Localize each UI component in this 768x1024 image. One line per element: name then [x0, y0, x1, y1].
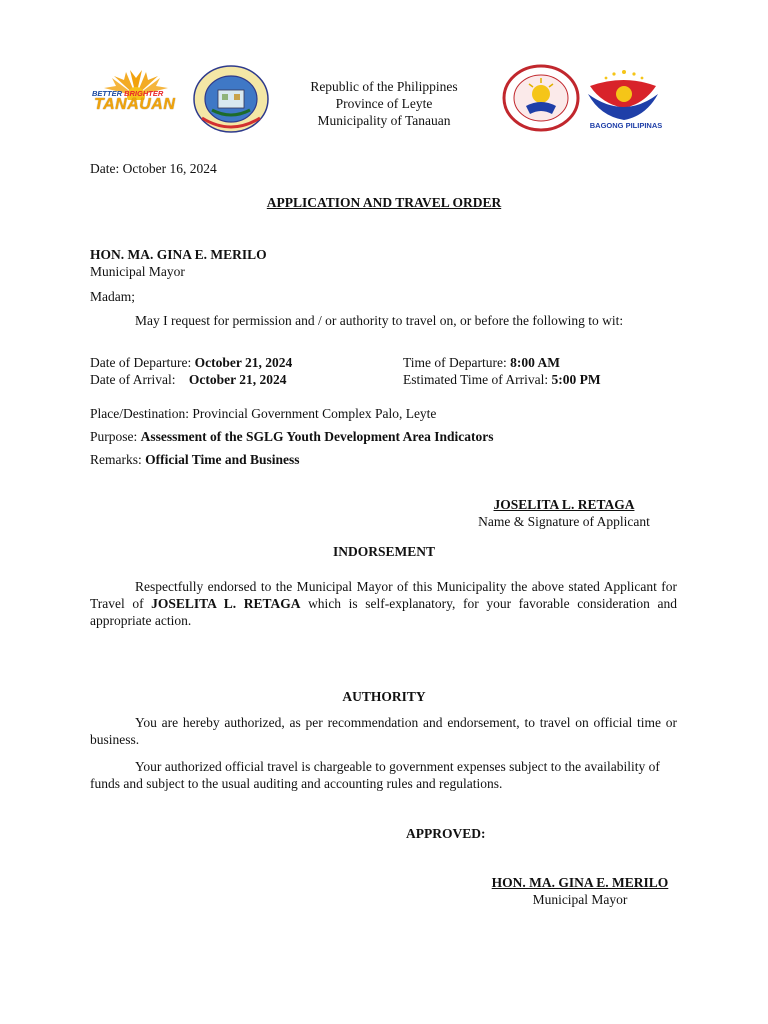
- purpose-label: Purpose:: [90, 429, 141, 444]
- official-seal-icon: [192, 64, 270, 134]
- bagong-pilipinas-caption: BAGONG PILIPINAS: [589, 121, 663, 130]
- header-line-republic: Republic of the Philippines: [310, 79, 458, 94]
- peso-seal: [502, 64, 580, 132]
- indorsement-text-after: which is self-explanatory, for your favorable consideration and appropriate action.: [90, 596, 677, 628]
- destination-line: Place/Destination: Provincial Government Complex Palo, Leyte: [90, 406, 437, 421]
- logo-text-brighter: BRIGHTER: [124, 89, 164, 98]
- tanauan-official-seal: [192, 64, 270, 134]
- departure-date-value: October 21, 2024: [194, 355, 293, 370]
- arrival-date-line: [90, 371, 286, 388]
- document-title: APPLICATION AND TRAVEL ORDER: [266, 195, 502, 210]
- tanauan-logo: [90, 66, 182, 114]
- document-date: Date: October 16, 2024: [90, 161, 217, 176]
- departure-time-value: 8:00 AM: [510, 355, 560, 370]
- logo-text-tanauan: TANAUAN: [94, 96, 176, 113]
- header-line-municipality: Municipality of Tanauan: [317, 113, 451, 128]
- peso-seal-icon: [502, 64, 580, 132]
- remarks-value: Official Time and Business: [145, 452, 300, 467]
- authority-paragraph-2: Your authorized official travel is chargeable to government expenses subject to the availability of funds and subject to the usual auditing and accounting rules and regulations.: [90, 759, 660, 791]
- applicant-name: JOSELITA L. RETAGA: [493, 497, 635, 512]
- bagong-pilipinas-logo: [584, 64, 668, 134]
- authority-title: AUTHORITY: [342, 689, 426, 704]
- indorsement-text-before: Respectfully endorsed to the Municipal Mayor of this Municipality the above stated Applicant for Travel of: [90, 579, 677, 611]
- header-government-lines: [284, 78, 484, 129]
- addressee-title: Municipal Mayor: [90, 264, 185, 279]
- bagong-pilipinas-icon: [584, 64, 668, 122]
- remarks-label: Remarks:: [90, 452, 146, 467]
- indorsement-applicant-name: JOSELITA L. RETAGA: [151, 596, 301, 611]
- departure-date-label: Date of Departure:: [90, 355, 195, 370]
- departure-time-line: [403, 354, 560, 371]
- addressee-block: [90, 246, 267, 280]
- approver-signature-block: [470, 874, 690, 908]
- authority-paragraph-1: You are hereby authorized, as per recommendation and endorsement, to travel on official time or business.: [90, 715, 677, 747]
- logo-text-better: BETTER: [92, 89, 122, 98]
- indorsement-title: INDORSEMENT: [332, 544, 435, 559]
- approver-name: HON. MA. GINA E. MERILO: [491, 875, 669, 890]
- remarks-line: [90, 451, 300, 468]
- departure-time-label: Time of Departure:: [403, 355, 511, 370]
- arrival-time-label: Estimated Time of Arrival:: [403, 372, 552, 387]
- purpose-value: Assessment of the SGLG Youth Development Area Indicators: [140, 429, 494, 444]
- arrival-date-value: October 21, 2024: [188, 372, 287, 387]
- arrival-date-label: Date of Arrival:: [90, 372, 179, 387]
- applicant-signature-block: [450, 496, 678, 530]
- purpose-line: [90, 428, 494, 445]
- addressee-name: HON. MA. GINA E. MERILO: [90, 247, 267, 262]
- salutation: Madam;: [90, 289, 135, 304]
- arrival-time-line: [403, 371, 601, 388]
- approved-label: APPROVED:: [406, 826, 486, 841]
- header-line-province: Province of Leyte: [335, 96, 433, 111]
- arrival-time-value: 5:00 PM: [551, 372, 601, 387]
- indorsement-paragraph: [90, 578, 677, 629]
- request-paragraph: May I request for permission and / or authority to travel on, or before the following to wit:: [135, 313, 624, 328]
- departure-date-line: [90, 354, 292, 371]
- approver-title: Municipal Mayor: [532, 892, 628, 907]
- applicant-caption: Name & Signature of Applicant: [478, 514, 650, 529]
